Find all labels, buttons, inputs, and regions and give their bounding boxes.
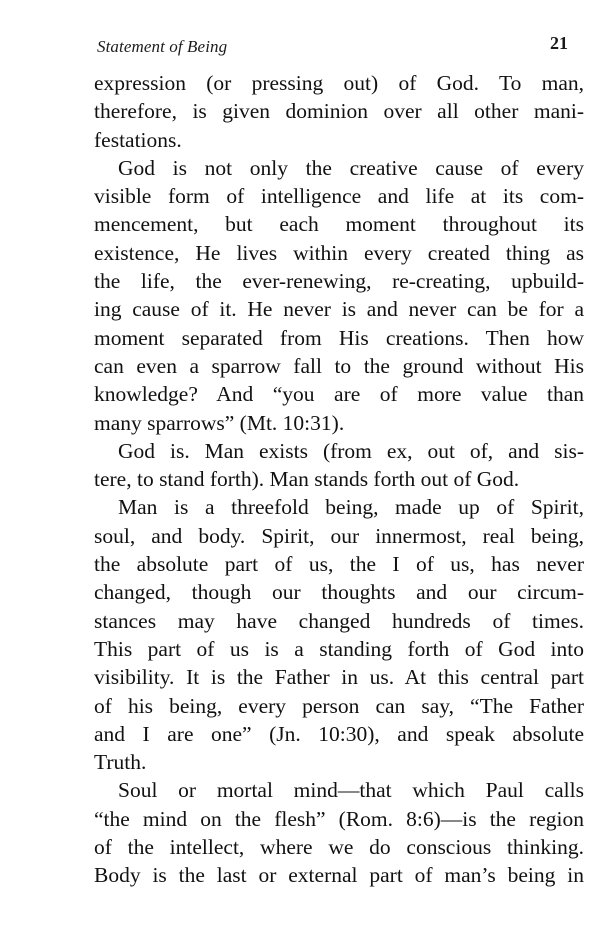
- paragraph-1: [94, 69, 584, 154]
- text-line: and I are one” (Jn. 10:30), and speak absolute: [94, 721, 584, 746]
- text-line: of the intellect, where we do conscious thinking.: [94, 835, 584, 860]
- paragraph-2: [94, 154, 584, 437]
- text-line: stances may have changed hundreds of times.: [94, 608, 584, 633]
- paragraph-4: [94, 493, 584, 776]
- text-line: knowledge? And “you are of more value than: [94, 382, 584, 407]
- body-text: [94, 69, 584, 890]
- text-line: Body is the last or external part of man’s being in: [94, 863, 584, 888]
- page-number: 21: [550, 33, 568, 53]
- text-line: mencement, but each moment throughout its: [94, 212, 584, 237]
- text-line: the absolute part of us, the I of us, has never: [94, 552, 584, 577]
- text-line: visibility. It is the Father in us. At this central part: [94, 665, 584, 690]
- paragraph-3: [94, 437, 584, 494]
- text-line: Truth.: [94, 750, 147, 775]
- text-line: changed, though our thoughts and our circum-: [94, 580, 584, 605]
- text-line: expression (or pressing out) of God. To man,: [94, 71, 584, 95]
- text-line: soul, and body. Spirit, our innermost, real being,: [94, 523, 584, 548]
- text-line: moment separated from His creations. Then how: [94, 325, 584, 350]
- running-head: Statement of Being: [97, 37, 228, 56]
- text-line: existence, He lives within every created thing as: [94, 240, 584, 265]
- text-line: the life, the ever-renewing, re-creating, upbuild-: [94, 269, 584, 294]
- text-line: of his being, every person can say, “The Father: [94, 693, 584, 718]
- text-line: tere, to stand forth). Man stands forth out of God.: [94, 467, 520, 492]
- text-line: God is. Man exists (from ex, out of, and sis-: [118, 438, 584, 463]
- text-line: can even a sparrow fall to the ground without His: [94, 353, 584, 378]
- paragraph-5: [94, 776, 584, 889]
- text-line: This part of us is a standing forth of God into: [94, 636, 584, 661]
- text-line: festations.: [94, 127, 182, 152]
- text-line: Man is a threefold being, made up of Spirit,: [118, 495, 584, 520]
- text-line: ing cause of it. He never is and never can be for a: [94, 297, 584, 322]
- text-line: many sparrows” (Mt. 10:31).: [94, 410, 345, 435]
- text-line: God is not only the creative cause of every: [118, 155, 584, 180]
- text-line: “the mind on the flesh” (Rom. 8:6)—is the region: [94, 806, 584, 831]
- text-line: visible form of intelligence and life at its com-: [94, 184, 584, 209]
- text-line: Soul or mortal mind—that which Paul calls: [118, 778, 584, 803]
- text-line: therefore, is given dominion over all other mani-: [94, 99, 584, 124]
